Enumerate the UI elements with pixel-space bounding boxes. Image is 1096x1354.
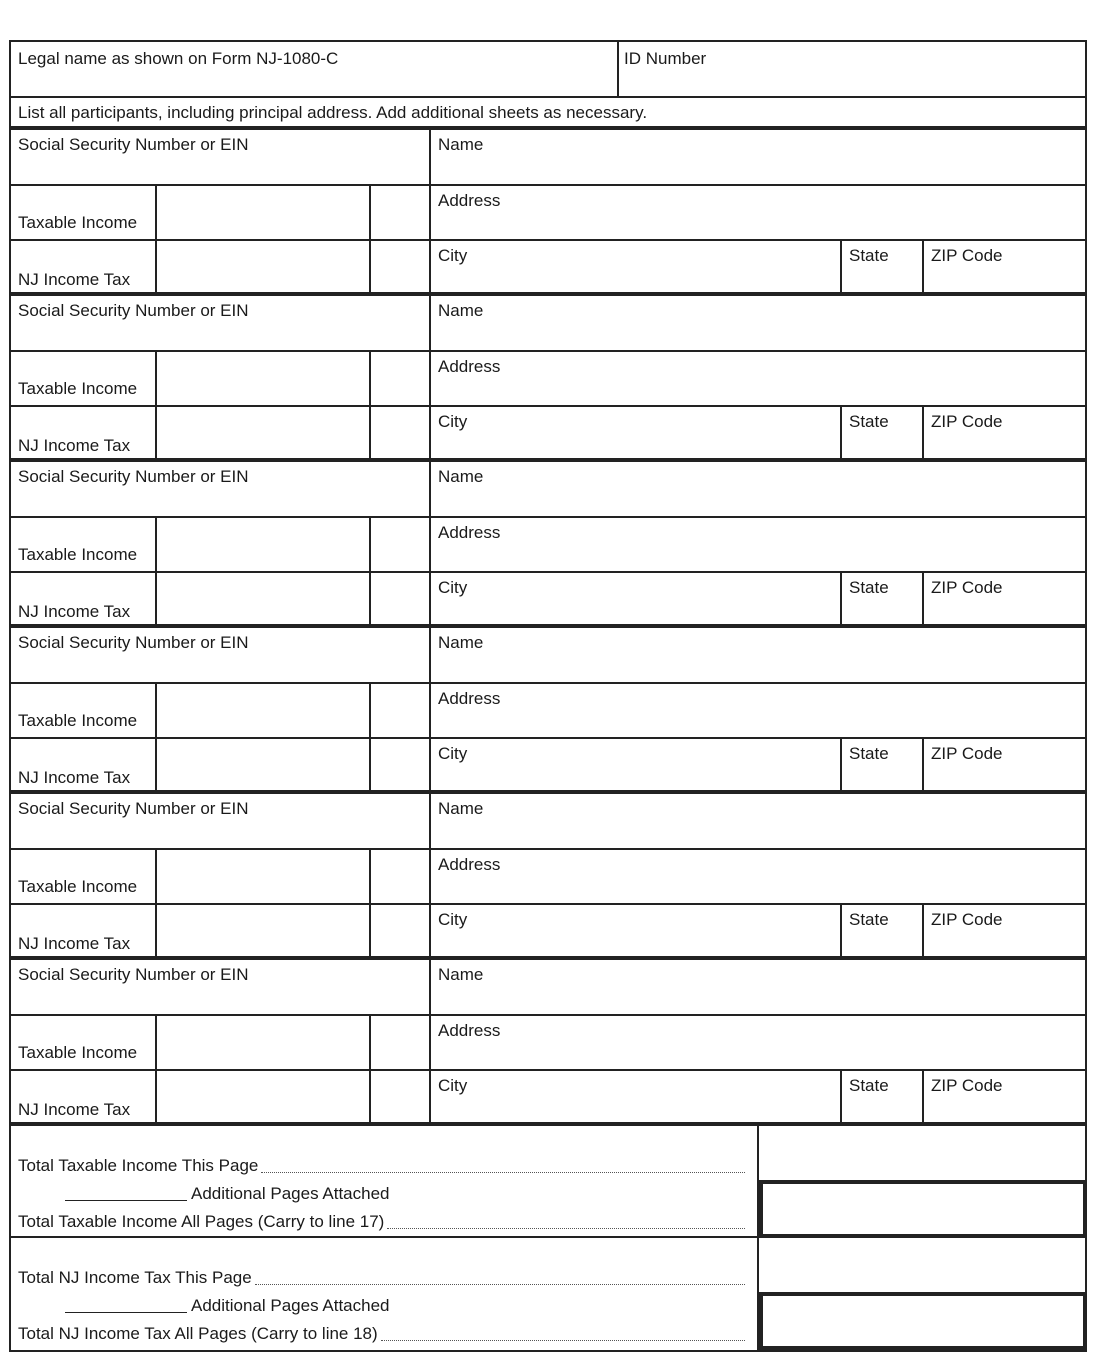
ssn-field[interactable]	[11, 130, 431, 186]
state-field[interactable]	[842, 905, 924, 960]
taxable-income-cents-field[interactable]	[371, 684, 431, 739]
nj-income-tax-label: NJ Income Tax	[18, 768, 131, 787]
nj-income-tax-label: NJ Income Tax	[18, 602, 131, 621]
city-label: City	[438, 578, 468, 597]
city-field[interactable]	[431, 573, 842, 628]
state-label: State	[849, 910, 889, 929]
state-label: State	[849, 1076, 889, 1095]
nj-income-tax-dollars-field[interactable]	[157, 1071, 371, 1126]
zip-field[interactable]	[924, 905, 1085, 960]
ssn-label: Social Security Number or EIN	[18, 633, 249, 652]
nj-income-tax-label-cell	[11, 1071, 157, 1126]
address-field[interactable]	[431, 518, 1085, 573]
total-tax-all-pages-field[interactable]	[759, 1292, 1087, 1350]
zip-label: ZIP Code	[931, 246, 1003, 265]
additional-pages-count-field[interactable]	[65, 1200, 187, 1201]
state-field[interactable]	[842, 407, 924, 462]
address-label: Address	[438, 523, 501, 542]
totals-section	[11, 1126, 1085, 1350]
taxable-income-label: Taxable Income	[18, 877, 138, 896]
nj-income-tax-label-cell	[11, 739, 157, 794]
city-field[interactable]	[431, 407, 842, 462]
nj-income-tax-label: NJ Income Tax	[18, 1100, 131, 1119]
zip-field[interactable]	[924, 407, 1085, 462]
city-field[interactable]	[431, 1071, 842, 1126]
tax-totals-labels	[11, 1238, 759, 1350]
address-label: Address	[438, 357, 501, 376]
zip-field[interactable]	[924, 241, 1085, 296]
zip-label: ZIP Code	[931, 578, 1003, 597]
address-label: Address	[438, 689, 501, 708]
nj-income-tax-dollars-field[interactable]	[157, 739, 371, 794]
zip-label: ZIP Code	[931, 1076, 1003, 1095]
name-label: Name	[438, 799, 484, 818]
total-taxable-all-pages-line	[18, 1212, 745, 1232]
nj-income-tax-label-cell	[11, 573, 157, 628]
nj-income-tax-label-cell	[11, 407, 157, 462]
taxable-income-label-cell	[11, 850, 157, 905]
ssn-field[interactable]	[11, 296, 431, 352]
name-field[interactable]	[431, 296, 1085, 352]
legal-name-field[interactable]	[11, 42, 619, 96]
nj-income-tax-label-cell	[11, 241, 157, 296]
taxable-income-cents-field[interactable]	[371, 186, 431, 241]
taxable-income-cents-field[interactable]	[371, 518, 431, 573]
city-field[interactable]	[431, 241, 842, 296]
nj-income-tax-dollars-field[interactable]	[157, 573, 371, 628]
city-field[interactable]	[431, 905, 842, 960]
taxable-totals-labels	[11, 1126, 759, 1238]
city-label: City	[438, 744, 468, 763]
nj-income-tax-cents-field[interactable]	[371, 1071, 431, 1126]
total-taxable-this-page-line	[18, 1156, 745, 1176]
leader-dots	[261, 1171, 745, 1173]
taxable-income-label-cell	[11, 684, 157, 739]
taxable-income-cents-field[interactable]	[371, 1016, 431, 1071]
taxable-income-label: Taxable Income	[18, 1043, 138, 1062]
city-field[interactable]	[431, 739, 842, 794]
nj-income-tax-dollars-field[interactable]	[157, 905, 371, 960]
nj-income-tax-label: NJ Income Tax	[18, 270, 131, 289]
total-taxable-this-page-label: Total Taxable Income This Page	[18, 1156, 259, 1175]
taxable-income-dollars-field[interactable]	[157, 352, 371, 407]
additional-pages-line	[65, 1296, 389, 1316]
city-label: City	[438, 1076, 468, 1095]
taxable-income-cents-field[interactable]	[371, 352, 431, 407]
name-field[interactable]	[431, 628, 1085, 684]
taxable-income-dollars-field[interactable]	[157, 1016, 371, 1071]
taxable-income-label: Taxable Income	[18, 545, 138, 564]
instructions-text: List all participants, including principal address. Add additional sheets as necessary.	[18, 103, 648, 122]
address-field[interactable]	[431, 1016, 1085, 1071]
additional-pages-label: Additional Pages Attached	[191, 1184, 390, 1203]
state-field[interactable]	[842, 739, 924, 794]
zip-field[interactable]	[924, 739, 1085, 794]
taxable-income-dollars-field[interactable]	[157, 850, 371, 905]
nj-income-tax-label: NJ Income Tax	[18, 436, 131, 455]
ssn-field[interactable]	[11, 960, 431, 1016]
participant-block	[11, 794, 1085, 960]
city-label: City	[438, 910, 468, 929]
state-label: State	[849, 246, 889, 265]
address-field[interactable]	[431, 684, 1085, 739]
leader-dots	[255, 1283, 745, 1285]
participant-block	[11, 628, 1085, 794]
taxable-income-label-cell	[11, 352, 157, 407]
nj-income-tax-totals	[11, 1238, 1085, 1350]
taxable-income-label: Taxable Income	[18, 379, 138, 398]
nj-income-tax-label: NJ Income Tax	[18, 934, 131, 953]
name-field[interactable]	[431, 960, 1085, 1016]
nj-income-tax-label-cell	[11, 905, 157, 960]
taxable-income-totals	[11, 1126, 1085, 1238]
total-tax-all-pages-line	[18, 1324, 745, 1344]
nj-income-tax-cents-field[interactable]	[371, 905, 431, 960]
name-label: Name	[438, 135, 484, 154]
ssn-field[interactable]	[11, 794, 431, 850]
state-label: State	[849, 412, 889, 431]
address-label: Address	[438, 191, 501, 210]
ssn-label: Social Security Number or EIN	[18, 965, 249, 984]
state-field[interactable]	[842, 573, 924, 628]
total-taxable-this-page-field[interactable]	[759, 1126, 1085, 1182]
nj-income-tax-cents-field[interactable]	[371, 407, 431, 462]
address-field[interactable]	[431, 352, 1085, 407]
ssn-label: Social Security Number or EIN	[18, 467, 249, 486]
state-label: State	[849, 744, 889, 763]
legal-name-label: Legal name as shown on Form NJ-1080-C	[18, 49, 339, 68]
ssn-field[interactable]	[11, 462, 431, 518]
additional-pages-count-field[interactable]	[65, 1312, 187, 1313]
participant-list	[11, 130, 1085, 1126]
name-field[interactable]	[431, 794, 1085, 850]
instructions-row	[11, 98, 1085, 130]
address-field[interactable]	[431, 850, 1085, 905]
state-field[interactable]	[842, 1071, 924, 1126]
participant-block	[11, 462, 1085, 628]
nj-income-tax-dollars-field[interactable]	[157, 241, 371, 296]
participant-block	[11, 296, 1085, 462]
ssn-field[interactable]	[11, 628, 431, 684]
total-tax-all-pages-label: Total NJ Income Tax All Pages (Carry to line 18)	[18, 1324, 378, 1343]
taxable-income-cents-field[interactable]	[371, 850, 431, 905]
taxable-income-label-cell	[11, 186, 157, 241]
name-label: Name	[438, 965, 484, 984]
leader-dots	[387, 1227, 745, 1229]
total-tax-this-page-label: Total NJ Income Tax This Page	[18, 1268, 252, 1287]
taxable-income-label: Taxable Income	[18, 711, 138, 730]
form-header	[11, 42, 1085, 98]
ssn-label: Social Security Number or EIN	[18, 799, 249, 818]
zip-field[interactable]	[924, 1071, 1085, 1126]
taxable-income-label-cell	[11, 1016, 157, 1071]
name-label: Name	[438, 467, 484, 486]
additional-pages-line	[65, 1184, 389, 1204]
ssn-label: Social Security Number or EIN	[18, 301, 249, 320]
participant-block	[11, 130, 1085, 296]
zip-label: ZIP Code	[931, 412, 1003, 431]
participants-form	[9, 40, 1087, 1352]
taxable-income-dollars-field[interactable]	[157, 186, 371, 241]
city-label: City	[438, 246, 468, 265]
city-label: City	[438, 412, 468, 431]
nj-income-tax-cents-field[interactable]	[371, 241, 431, 296]
taxable-income-label-cell	[11, 518, 157, 573]
total-tax-this-page-field[interactable]	[759, 1238, 1085, 1294]
taxable-income-label: Taxable Income	[18, 213, 138, 232]
participant-block	[11, 960, 1085, 1126]
zip-label: ZIP Code	[931, 910, 1003, 929]
nj-income-tax-cents-field[interactable]	[371, 573, 431, 628]
total-taxable-all-pages-label: Total Taxable Income All Pages (Carry to line 17)	[18, 1212, 385, 1231]
zip-field[interactable]	[924, 573, 1085, 628]
id-number-label: ID Number	[624, 49, 707, 68]
name-field[interactable]	[431, 130, 1085, 186]
nj-income-tax-cents-field[interactable]	[371, 739, 431, 794]
additional-pages-label: Additional Pages Attached	[191, 1296, 390, 1315]
address-label: Address	[438, 1021, 501, 1040]
total-tax-this-page-line	[18, 1268, 745, 1288]
zip-label: ZIP Code	[931, 744, 1003, 763]
name-label: Name	[438, 301, 484, 320]
taxable-income-dollars-field[interactable]	[157, 518, 371, 573]
ssn-label: Social Security Number or EIN	[18, 135, 249, 154]
nj-income-tax-dollars-field[interactable]	[157, 407, 371, 462]
id-number-field[interactable]	[617, 42, 1085, 96]
name-label: Name	[438, 633, 484, 652]
leader-dots	[381, 1339, 745, 1341]
address-label: Address	[438, 855, 501, 874]
taxable-income-dollars-field[interactable]	[157, 684, 371, 739]
name-field[interactable]	[431, 462, 1085, 518]
address-field[interactable]	[431, 186, 1085, 241]
total-taxable-all-pages-field[interactable]	[759, 1180, 1087, 1238]
state-label: State	[849, 578, 889, 597]
state-field[interactable]	[842, 241, 924, 296]
